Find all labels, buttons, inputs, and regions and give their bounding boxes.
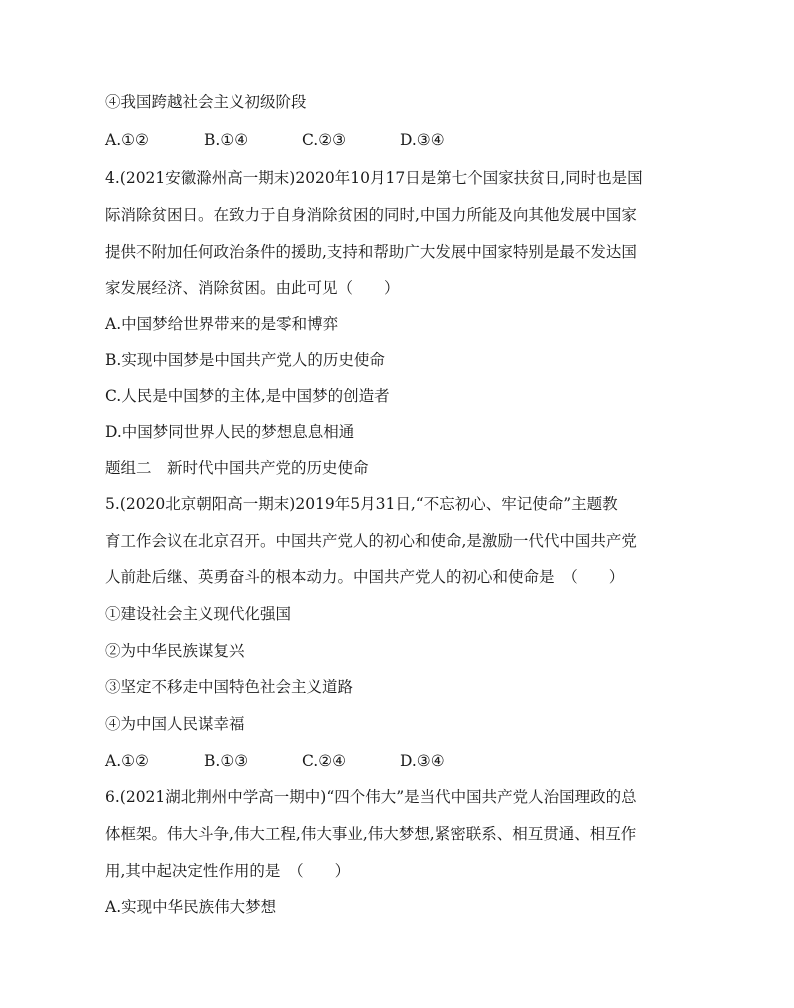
q4-stem-line: 提供不附加任何政治条件的援助,支持和帮助广大发展中国家特别是最不发达国 (105, 243, 637, 261)
q4-option-a: A.中国梦给世界带来的是零和博弈 (105, 315, 339, 333)
q6-option-a: A.实现中华民族伟大梦想 (105, 898, 277, 916)
q6-stem-line: 体框架。伟大斗争,伟大工程,伟大事业,伟大梦想,紧密联系、相互贯通、相互作 (105, 825, 637, 843)
q4-option-d: D.中国梦同世界人民的梦想息息相通 (105, 423, 355, 441)
q5-option-a: A.①② (105, 752, 149, 770)
q5-stem-line: 人前赴后继、英勇奋斗的根本动力。中国共产党人的初心和使命是 （ ） (105, 568, 625, 586)
q3-option-b: B.①④ (204, 131, 249, 149)
q5-option-c: C.②④ (302, 752, 347, 770)
q5-item-4: ④为中国人民谋幸福 (105, 715, 245, 733)
q4-stem-line: 家发展经济、消除贫困。由此可见（ ） (105, 279, 400, 297)
q6-stem-line: 6.(2021湖北荆州中学高一期中)“四个伟大”是当代中国共产党人治国理政的总 (105, 788, 637, 806)
q5-item-3: ③坚定不移走中国特色社会主义道路 (105, 678, 354, 696)
q4-option-b: B.实现中国梦是中国共产党人的历史使命 (105, 351, 385, 369)
q3-option-d: D.③④ (400, 131, 445, 149)
q5-stem-line: 5.(2020北京朝阳高一期末)2019年5月31日,“不忘初心、牢记使命”主题教 (105, 495, 618, 513)
q5-option-d: D.③④ (400, 752, 445, 770)
q4-stem-line: 际消除贫困日。在致力于自身消除贫困的同时,中国力所能及向其他发展中国家 (105, 206, 637, 224)
q5-item-1: ①建设社会主义现代化强国 (105, 605, 292, 623)
q3-option-a: A.①② (105, 131, 149, 149)
q5-options (105, 751, 705, 771)
q3-item-4: ④我国跨越社会主义初级阶段 (105, 93, 307, 111)
q5-item-2: ②为中华民族谋复兴 (105, 642, 245, 660)
q4-stem-line: 4.(2021安徽滁州高一期末)2020年10月17日是第七个国家扶贫日,同时也是国 (105, 169, 643, 187)
q3-options (105, 130, 705, 150)
q3-option-c: C.②③ (302, 131, 347, 149)
q6-stem-line: 用,其中起决定性作用的是 （ ） (105, 862, 351, 880)
q4-option-c: C.人民是中国梦的主体,是中国梦的创造者 (105, 387, 390, 405)
section-heading: 题组二 新时代中国共产党的历史使命 (105, 459, 369, 477)
q5-stem-line: 育工作会议在北京召开。中国共产党人的初心和使命,是激励一代代中国共产党 (105, 532, 637, 550)
q5-option-b: B.①③ (204, 752, 249, 770)
